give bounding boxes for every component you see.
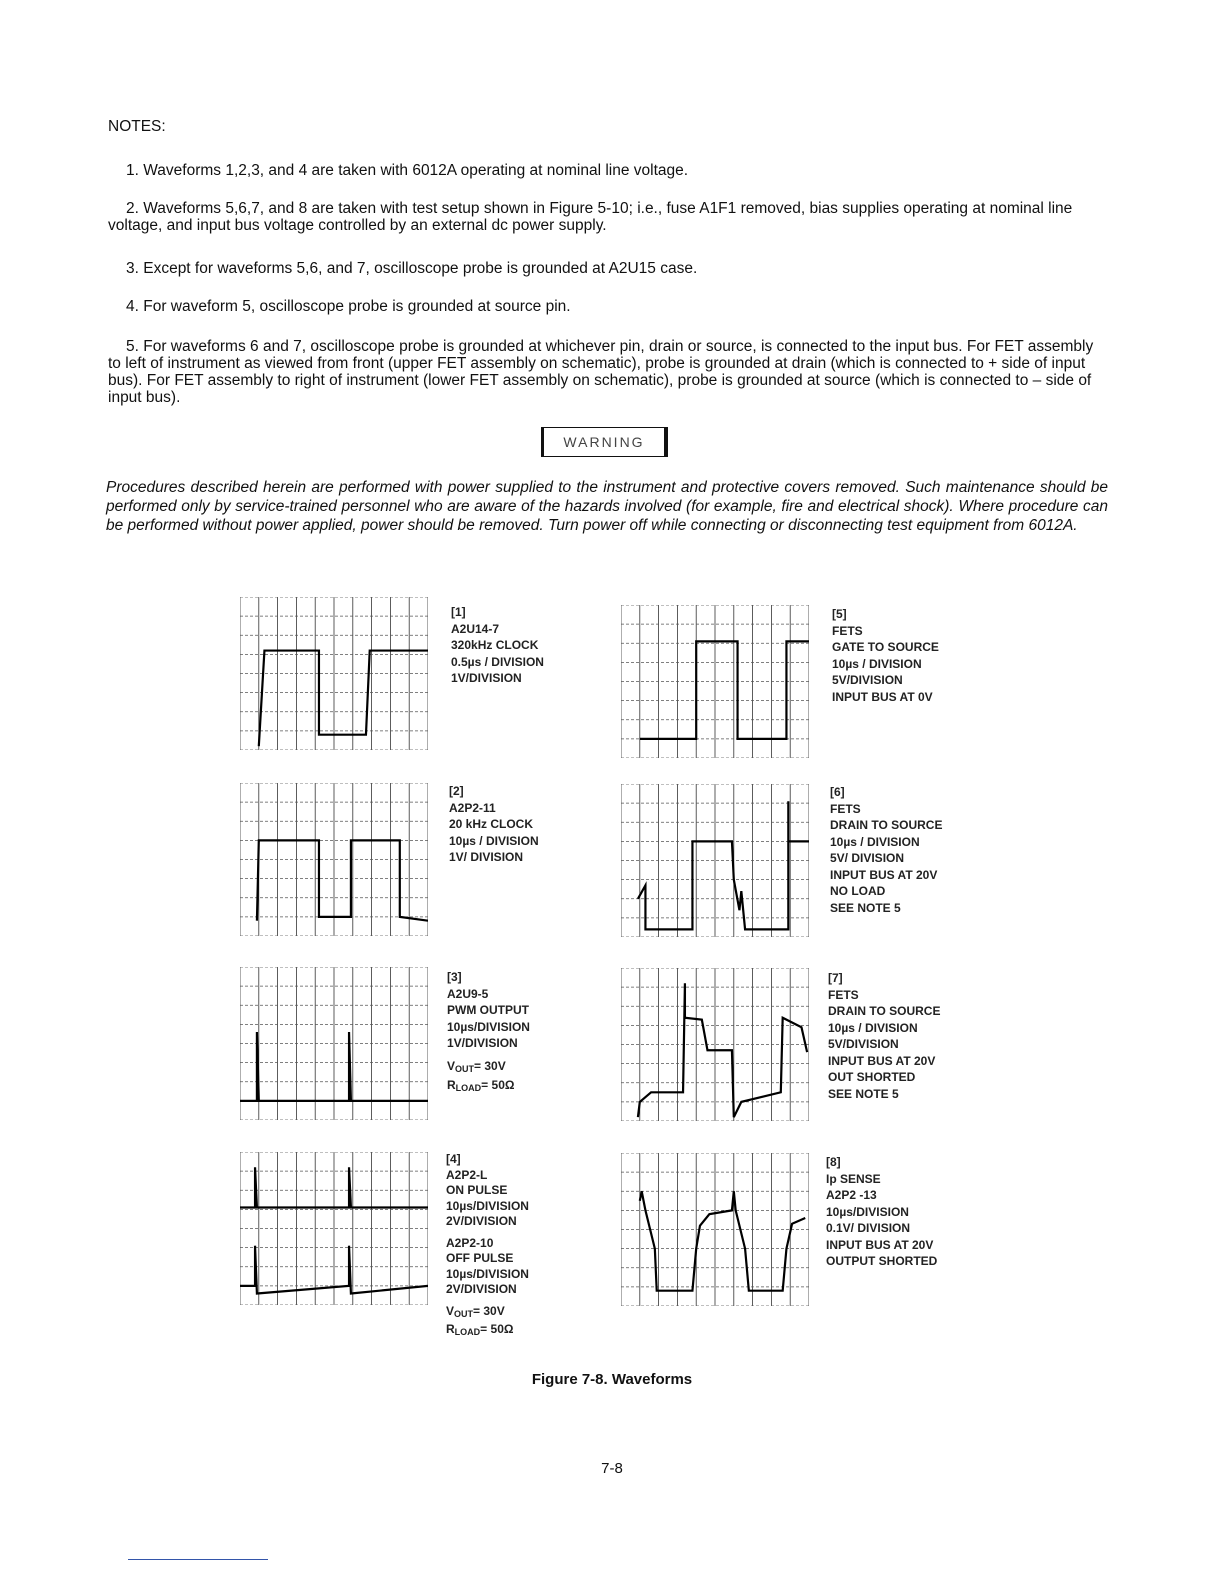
label-line: INPUT BUS AT 20V (828, 1053, 936, 1068)
waveform-1-label (451, 604, 544, 687)
label-line: 0.5µs / DIVISION (451, 654, 544, 669)
waveform-number: [6] (830, 785, 845, 799)
notes-heading: NOTES: (108, 118, 166, 135)
waveform-trace (638, 801, 809, 929)
rload-line: $R_{LOAD}= 50\Omega$ (447, 1078, 515, 1093)
vout-line: $V_{OUT}= 30V$ (446, 1303, 505, 1319)
label-line: INPUT BUS AT 20V (826, 1237, 934, 1252)
waveform-7-scope (621, 968, 809, 1121)
waveform-7-label (828, 970, 940, 1102)
graticule (621, 605, 809, 758)
label-line: INPUT BUS AT 20V (830, 867, 938, 882)
page-number: 7-8 (601, 1460, 623, 1477)
label-line: 10µs/DIVISION (446, 1198, 529, 1213)
waveform-3-label (447, 969, 530, 1097)
waveform-1-scope (240, 597, 428, 750)
label-line: A2U9-5 (447, 986, 489, 1001)
graticule (240, 1152, 428, 1305)
label-line: 10µs / DIVISION (830, 834, 920, 849)
label-line: FETS (830, 801, 861, 816)
waveform-3-scope (240, 967, 428, 1120)
waveform-6-label (830, 784, 942, 916)
label-line: SEE NOTE 5 (828, 1086, 899, 1101)
label-line: OUTPUT SHORTED (826, 1254, 938, 1268)
label-line: ON PULSE (446, 1183, 508, 1197)
label-line: NO LOAD (830, 884, 886, 898)
waveform-2-label (449, 783, 539, 866)
label-line: 10µs / DIVISION (832, 656, 922, 671)
label-line: 10µs/DIVISION (446, 1266, 529, 1281)
label-line: 0.1V/ DIVISION (826, 1221, 911, 1235)
waveform-number: [4] (446, 1152, 461, 1166)
waveform-5-label (832, 606, 939, 705)
warning-text: Procedures described herein are performed with power supplied to the instrument and protective covers removed. Such maintenance should be performed only by service-trained personnel who are aware of the hazards involved (for example, fire and electrical shock). Where procedure can be performed without power applied, power should be removed. Turn power off while connecting or disconnecting test equipment from 6012A. (106, 479, 1108, 534)
graticule (240, 967, 428, 1120)
warning-label: WARNING (541, 427, 668, 457)
label-line: A2P2-11 (449, 800, 496, 815)
label-line: DRAIN TO SOURCE (830, 818, 943, 832)
waveform-8-label (826, 1154, 937, 1270)
note-5: 5. For waveforms 6 and 7, oscilloscope probe is grounded at whichever pin, drain or source, is connected to the input bus. For FET assembly to left of instrument as viewed from front (upper FET assembly on schematic), probe is grounded at drain (which is connected to + side of input bus). For FET assembly to right of instrument (lower FET assembly on schematic), probe is grounded at source (which is connected to – side of input bus). (108, 338, 1094, 406)
label-line: OUT SHORTED (828, 1070, 916, 1084)
label-line: 1V/DIVISION (447, 1036, 518, 1050)
rload-line: $R_{LOAD}= 50\Omega$ (446, 1322, 514, 1337)
label-line: 5V/DIVISION (832, 673, 903, 687)
waveform-trace (257, 840, 428, 920)
label-line: FETS (832, 623, 863, 638)
label-line: Ip SENSE (826, 1171, 881, 1186)
label-line: A2P2-L (446, 1167, 488, 1182)
waveform-5-scope (621, 605, 809, 758)
label-line: 1V/DIVISION (451, 671, 522, 685)
label-line: 5V/DIVISION (828, 1037, 899, 1051)
waveform-6-scope (621, 784, 809, 937)
label-line: DRAIN TO SOURCE (828, 1004, 941, 1018)
waveform-number: [5] (832, 607, 847, 621)
waveform-number: [1] (451, 605, 466, 619)
waveform-number: [2] (449, 784, 464, 798)
waveform-8-scope (621, 1153, 809, 1306)
label-line: OFF PULSE (446, 1251, 514, 1265)
waveform-trace (638, 983, 807, 1117)
waveform-2-scope (240, 783, 428, 936)
label-line: 320kHz CLOCK (451, 638, 539, 652)
waveform-number: [8] (826, 1155, 841, 1169)
waveform-trace (259, 651, 428, 747)
waveform-number: [3] (447, 970, 462, 984)
label-line: 1V/ DIVISION (449, 850, 524, 864)
vout-line: $V_{OUT}= 30V$ (447, 1058, 506, 1074)
label-line: 20 kHz CLOCK (449, 817, 534, 831)
graticule (621, 968, 809, 1121)
label-line: A2P2 -13 (826, 1188, 877, 1202)
note-4: 4. For waveform 5, oscilloscope probe is grounded at source pin. (126, 298, 571, 315)
label-line: 2V/DIVISION (446, 1282, 517, 1296)
note-3: 3. Except for waveforms 5,6, and 7, oscilloscope probe is grounded at A2U15 case. (126, 260, 698, 277)
label-line: GATE TO SOURCE (832, 640, 939, 654)
label-line: SEE NOTE 5 (830, 900, 901, 915)
label-line: A2U14-7 (451, 621, 500, 636)
waveform-trace (640, 641, 809, 739)
waveform-4-label (446, 1152, 529, 1341)
label-line: INPUT BUS AT 0V (832, 689, 933, 704)
note-2: 2. Waveforms 5,6,7, and 8 are taken with test setup shown in Figure 5-10; i.e., fuse A1F1 removed, bias supplies operating at nominal line voltage, and input bus voltage controlled by an external dc power supply. (108, 200, 1073, 234)
label-line: A2P2-10 (446, 1235, 494, 1250)
label-line: 5V/ DIVISION (830, 851, 905, 865)
graticule (240, 597, 428, 750)
figure-caption: Figure 7-8. Waveforms (531, 1371, 693, 1388)
waveform-4-scope (240, 1152, 428, 1305)
label-line: PWM OUTPUT (447, 1003, 529, 1017)
label-line: 10µs / DIVISION (828, 1020, 918, 1035)
note-1: 1. Waveforms 1,2,3, and 4 are taken with 6012A operating at nominal line voltage. (126, 162, 689, 179)
label-line: FETS (828, 987, 859, 1002)
waveform-number: [7] (828, 971, 843, 985)
label-line: 2V/DIVISION (446, 1214, 517, 1228)
footer-rule (128, 1559, 268, 1560)
waveform-trace (640, 1191, 805, 1290)
graticule (621, 784, 809, 937)
label-line: 10µs/DIVISION (826, 1204, 909, 1219)
label-line: 10µs/DIVISION (447, 1019, 530, 1034)
label-line: 10µs / DIVISION (449, 833, 539, 848)
